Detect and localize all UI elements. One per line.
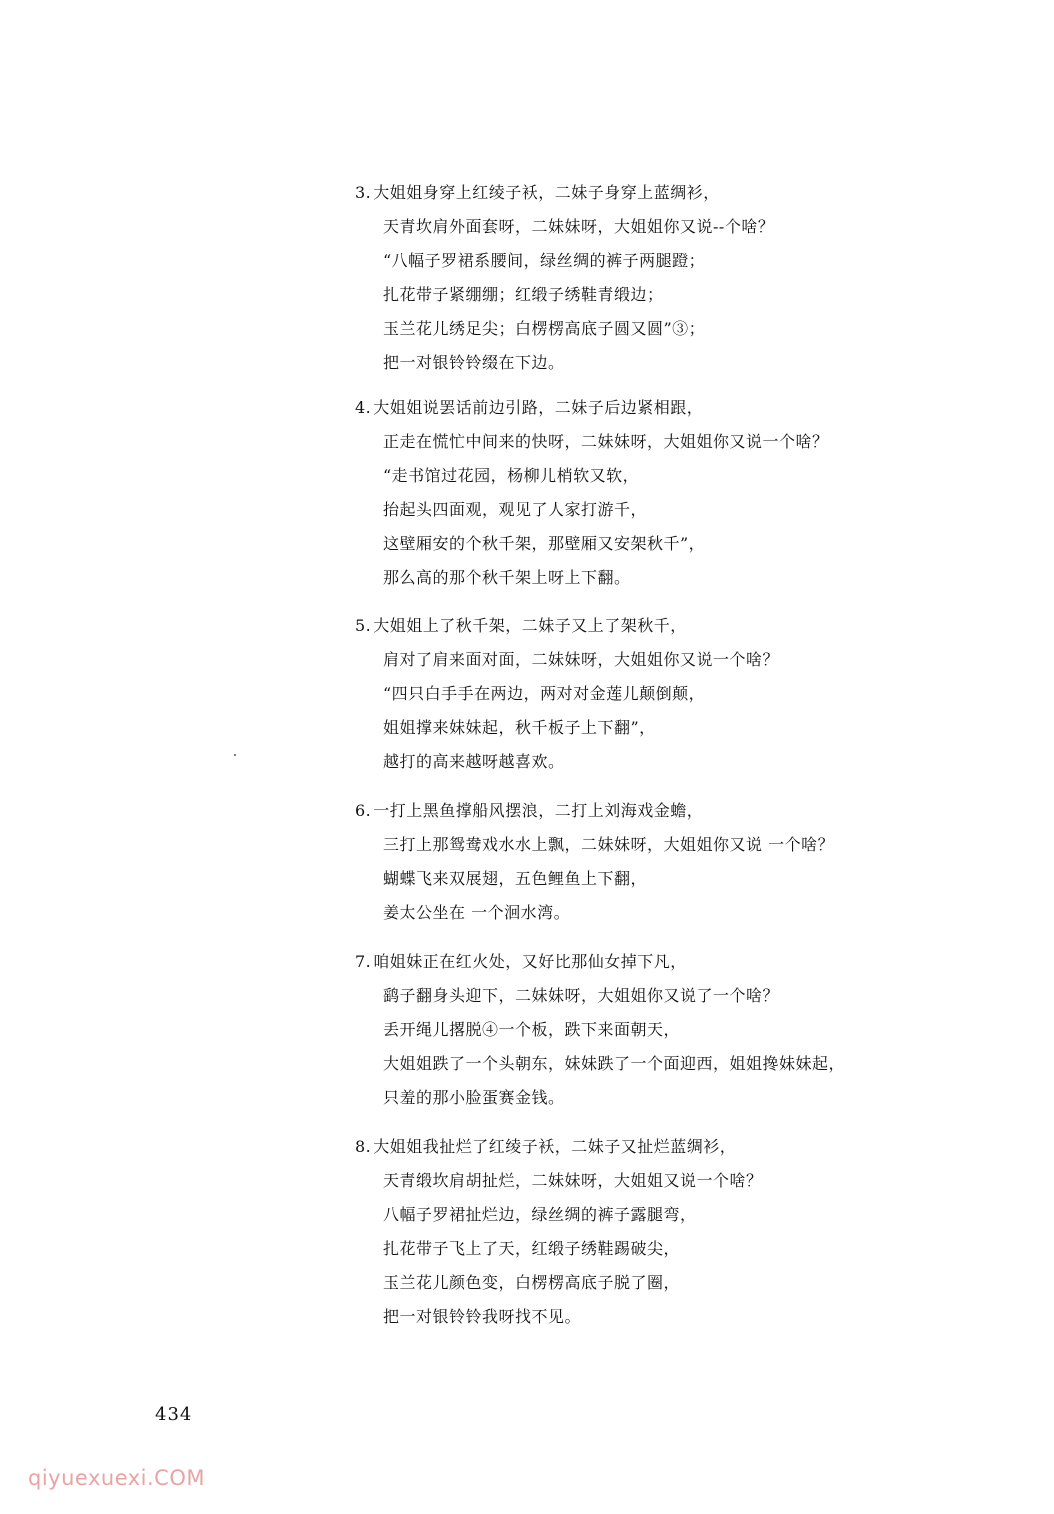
stanza-line: 天青缎坎肩胡扯烂，二妹妹呀，大姐姐又说一个啥？ bbox=[383, 1171, 763, 1190]
stanza-line: 大姐姐跌了一个头朝东，妹妹跌了一个面迎西，姐姐搀妹妹起， bbox=[383, 1054, 846, 1073]
stanza-line: 扎花带子飞上了天，红缎子绣鞋踢破尖， bbox=[383, 1239, 681, 1258]
stanza-line: 蝴蝶飞来双展翅，五色鲤鱼上下翻， bbox=[383, 869, 648, 888]
stanza-8 bbox=[355, 1130, 875, 1334]
stanza-line: 正走在慌忙中间来的快呀，二妹妹呀，大姐姐你又说一个啥？ bbox=[383, 432, 829, 451]
stanza-line: 把一对银铃铃我呀找不见。 bbox=[383, 1307, 582, 1326]
watermark-logo: qiyuexuexi.COM bbox=[28, 1466, 205, 1490]
stanza-4 bbox=[355, 391, 875, 595]
stanza-line: “四只白手手在两边，两对对金莲儿颠倒颠， bbox=[383, 684, 706, 703]
stanza-line: 玉兰花儿颜色变，白楞楞高底子脱了圈， bbox=[383, 1273, 681, 1292]
stanza-number: 3. bbox=[355, 183, 372, 202]
stanza-line: 丢开绳儿撂脱④一个板，跌下来面朝天， bbox=[383, 1020, 681, 1039]
stanza-line: 7. 咱姐妹正在红火处，又好比那仙女掉下凡， bbox=[355, 945, 875, 979]
stanza-7 bbox=[355, 945, 875, 1115]
stanza-line: 三打上那鸳鸯戏水水上飘，二妹妹呀，大姐姐你又说 一个啥？ bbox=[383, 835, 835, 854]
stanza-line: 6. 一打上黑鱼撑船风摆浪，二打上刘海戏金蟾， bbox=[355, 794, 875, 828]
stanza-line: 5. 大姐姐上了秋千架，二妹子又上了架秋千， bbox=[355, 609, 875, 643]
stanza-line: 抬起头四面观，观见了人家打游千， bbox=[383, 500, 648, 519]
stanza-line: 4. 大姐姐说罢话前边引路，二妹子后边紧相跟， bbox=[355, 391, 875, 425]
stanza-line: 那么高的那个秋千架上呀上下翻。 bbox=[383, 568, 631, 587]
stanza-6 bbox=[355, 794, 875, 930]
stanza-number: 8. bbox=[355, 1137, 372, 1156]
stanza-line: 把一对银铃铃缀在下边。 bbox=[383, 353, 565, 372]
stanza-line: 这壁厢安的个秋千架，那壁厢又安架秋千”， bbox=[383, 534, 706, 553]
page-number: 434 bbox=[155, 1404, 193, 1425]
stanza-line: 姐姐撑来妹妹起，秋千板子上下翻”， bbox=[383, 718, 656, 737]
stanza-line: 玉兰花儿绣足尖；白楞楞高底子圆又圆”③； bbox=[383, 319, 706, 338]
stanza-line: 8. 大姐姐我扯烂了红绫子袄，二妹子又扯烂蓝绸衫， bbox=[355, 1130, 875, 1164]
stanza-line: “走书馆过花园，杨柳儿梢软又软， bbox=[383, 466, 640, 485]
stanza-line: 越打的高来越呀越喜欢。 bbox=[383, 752, 565, 771]
stanza-number: 5. bbox=[355, 616, 372, 635]
stanza-line: 肩对了肩来面对面，二妹妹呀，大姐姐你又说一个啥？ bbox=[383, 650, 780, 669]
stanza-line: 天青坎肩外面套呀，二妹妹呀，大姐姐你又说--个啥？ bbox=[383, 217, 775, 236]
stanza-line: 只羞的那小脸蛋赛金钱。 bbox=[383, 1088, 565, 1107]
stanza-3 bbox=[355, 176, 875, 380]
stanza-number: 4. bbox=[355, 398, 372, 417]
stanza-number: 6. bbox=[355, 801, 372, 820]
stanza-line: 八幅子罗裙扯烂边，绿丝绸的裤子露腿弯， bbox=[383, 1205, 697, 1224]
stanza-line: 姜太公坐在 一个洄水湾。 bbox=[383, 903, 571, 922]
stanza-line: 扎花带子紧绷绷；红缎子绣鞋青缎边； bbox=[383, 285, 664, 304]
scan-speck bbox=[234, 754, 236, 756]
stanza-number: 7. bbox=[355, 952, 372, 971]
stanza-line: 鹞子翻身头迎下，二妹妹呀，大姐姐你又说了一个啥？ bbox=[383, 986, 780, 1005]
stanza-5 bbox=[355, 609, 875, 779]
stanza-line: 3. 大姐姐身穿上红绫子袄，二妹子身穿上蓝绸衫， bbox=[355, 176, 875, 210]
stanza-line: “八幅子罗裙系腰间，绿丝绸的裤子两腿蹬； bbox=[383, 251, 706, 270]
